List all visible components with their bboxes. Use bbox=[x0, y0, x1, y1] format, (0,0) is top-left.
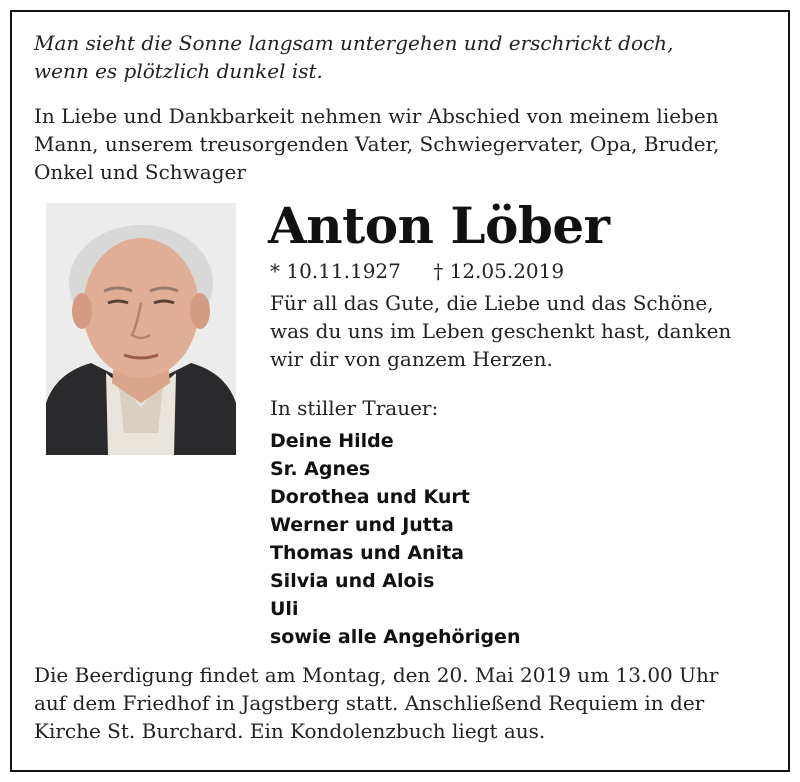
portrait-illustration bbox=[46, 203, 236, 455]
mourner-name: Werner und Jutta bbox=[270, 514, 454, 536]
intro-line: In Liebe und Dankbarkeit nehmen wir Abschied von meinem lieben bbox=[34, 104, 719, 128]
mourner-name: Sr. Agnes bbox=[270, 458, 371, 480]
motto-line: Man sieht die Sonne langsam untergehen und erschrickt doch, bbox=[34, 31, 674, 55]
funeral-line: Kirche St. Burchard. Ein Kondolenzbuch liegt aus. bbox=[34, 719, 546, 743]
life-dates bbox=[270, 258, 564, 284]
mourner-name: Silvia und Alois bbox=[270, 570, 435, 592]
mourner-name: Dorothea und Kurt bbox=[270, 486, 470, 508]
funeral-line: auf dem Friedhof in Jagstberg statt. Anschließend Requiem in der bbox=[34, 691, 705, 715]
intro-line: Mann, unserem treusorgenden Vater, Schwiegervater, Opa, Bruder, bbox=[34, 132, 720, 156]
motto-quote bbox=[34, 29, 764, 85]
funeral-line: Die Beerdigung findet am Montag, den 20. Mai 2019 um 13.00 Uhr bbox=[34, 663, 719, 687]
motto-line: wenn es plötzlich dunkel ist. bbox=[34, 59, 323, 83]
mourner-name: Uli bbox=[270, 598, 299, 620]
mourning-label: In stiller Trauer: bbox=[270, 396, 439, 420]
intro-line: Onkel und Schwager bbox=[34, 160, 246, 184]
deceased-name: Anton Löber bbox=[268, 196, 610, 255]
mourner-name: sowie alle Angehörigen bbox=[270, 626, 521, 648]
mourners-list bbox=[270, 427, 520, 651]
thanks-text bbox=[270, 289, 770, 373]
thanks-line: was du uns im Leben geschenkt hast, danken bbox=[270, 319, 732, 343]
thanks-line: wir dir von ganzem Herzen. bbox=[270, 347, 553, 371]
intro-text bbox=[34, 102, 764, 186]
death-date: † 12.05.2019 bbox=[433, 259, 565, 283]
thanks-line: Für all das Gute, die Liebe und das Schöne, bbox=[270, 291, 714, 315]
mourner-name: Thomas und Anita bbox=[270, 542, 464, 564]
funeral-details bbox=[34, 661, 764, 745]
mourner-name: Deine Hilde bbox=[270, 430, 394, 452]
birth-date: * 10.11.1927 bbox=[270, 259, 401, 283]
portrait-photo bbox=[46, 203, 236, 455]
